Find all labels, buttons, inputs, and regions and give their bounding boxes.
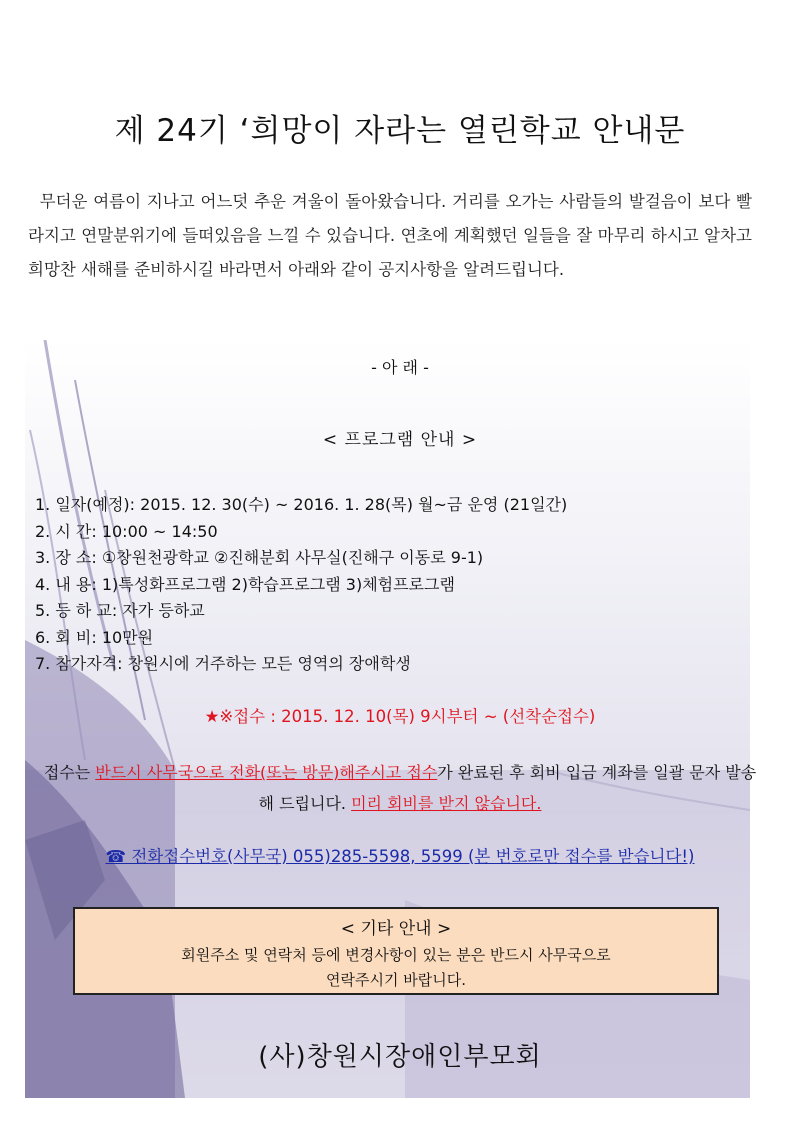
notice-text: 접수는: [43, 763, 96, 782]
other-info-title: < 기타 안내 >: [340, 919, 452, 939]
list-item: 4. 내 용: 1)특성화프로그램 2)학습프로그램 3)체험프로그램: [35, 574, 455, 594]
program-title: < 프로그램 안내 >: [322, 430, 478, 450]
intro-text: 무더운 여름이 지나고 어느덧 추운 겨울이 돌아왔습니다. 거리를 오가는 사람들의 발걸음이 보다 빨라지고 연말분위기에 들떠있음을 느낄 수 있습니다. 연초에 계획했던 일들을 잘 마무리 하시고 알차고 희망찬 새해를 준비하시길 바라면서 아래와 같이 공지사항을 알려드립니다.: [28, 192, 752, 279]
other-info-text: [75, 943, 717, 993]
other-info-line: 회원주소 및 연락처 등에 변경사항이 있는 분은 반드시 사무국으로: [181, 946, 611, 964]
section-divider-are: - 아 래 -: [371, 358, 429, 377]
notice-emphasis: 반드시 사무국으로 전화(또는 방문)해주시고 접수: [95, 763, 438, 782]
registration-notice: [40, 757, 760, 819]
list-item: 7. 참가자격: 창원시에 거주하는 모든 영역의 장애학생: [35, 654, 411, 673]
list-item: 6. 회 비: 10만원: [35, 627, 154, 647]
list-item: 5. 등 하 교: 자가 등하교: [35, 601, 205, 620]
other-info-box: [73, 907, 719, 995]
page-title: 제 24기 ‘희망이 자라는 열린학교 안내문: [114, 113, 686, 149]
organization-name: (사)창원시장애인부모회: [258, 1042, 542, 1072]
registration-deadline: ★※접수 : 2015. 12. 10(목) 9시부터 ~ (선착순접수): [204, 707, 596, 726]
list-item: 3. 장 소: ①창원천광학교 ②진해분회 사무실(진해구 이동로 9-1): [35, 548, 484, 567]
intro-paragraph: [28, 185, 752, 287]
notice-text: 가 완료된 후 회비 입금 계좌를 일괄 문자 발송 해 드립니다.: [258, 763, 757, 813]
list-item: 1. 일자(예정): 2015. 12. 30(수) ~ 2016. 1. 28(목) 월~금 운영 (21일간): [35, 495, 568, 514]
notice-warning: 미리 회비를 받지 않습니다.: [351, 794, 542, 813]
phone-number-link[interactable]: ☎ 전화접수번호(사무국) 055)285-5598, 5599 (본 번호로만 접수를 받습니다!): [105, 847, 695, 866]
list-item: 2. 시 간: 10:00 ~ 14:50: [35, 521, 218, 541]
other-info-line: 연락주시기 바랍니다.: [326, 971, 466, 989]
program-list: [35, 492, 567, 678]
